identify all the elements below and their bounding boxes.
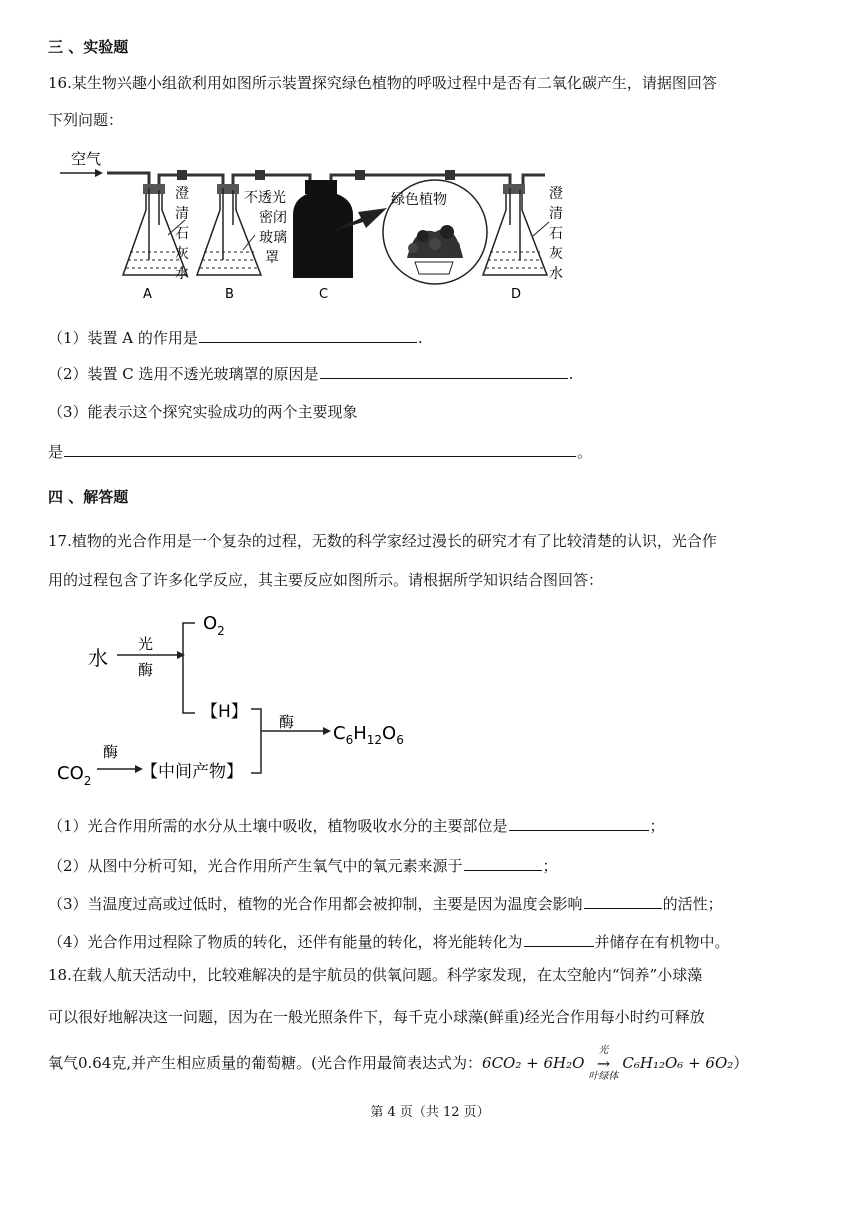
answer-blank-q16-3[interactable] [64, 442, 576, 457]
q16-sub3-answer: 是 。 [48, 443, 593, 461]
svg-text:灰: 灰 [175, 246, 189, 262]
green-plant-illustration [383, 180, 487, 284]
answer-blank-q17-1[interactable] [509, 816, 649, 831]
label-c: C [319, 287, 329, 302]
q17-sub4: （4）光合作用过程除了物质的转化，还伴有能量的转化，将光能转化为 并储存在有机物中。 [48, 933, 730, 951]
svg-text:水: 水 [175, 266, 189, 282]
glucose-label: $C_6H_{12}O_6$ [333, 723, 404, 747]
svg-text:水: 水 [549, 266, 563, 282]
svg-text:清: 清 [175, 206, 189, 222]
label-d: D [511, 287, 522, 302]
lime-water-label-d [549, 186, 563, 282]
svg-text:石: 石 [175, 226, 189, 242]
svg-text:澄: 澄 [175, 186, 189, 202]
answer-blank-q16-2[interactable] [320, 364, 568, 379]
svg-text:罩: 罩 [265, 250, 279, 266]
enzyme-label-2: 酶 [279, 713, 295, 731]
svg-text:不透光: 不透光 [244, 190, 286, 206]
q16-apparatus-figure [55, 140, 595, 305]
q17-sub2: （2）从图中分析可知，光合作用所产生氧气中的氧元素来源于 ； [48, 857, 558, 875]
q17-sub1: （1）光合作用所需的水分从土壤中吸收，植物吸收水分的主要部位是 ； [48, 817, 665, 835]
q18-line2: 可以很好地解决这一问题，因为在一般光照条件下，每千克小球藻(鲜重)经光合作用每小时约可释放 [48, 1008, 705, 1026]
svg-text:灰: 灰 [549, 246, 563, 262]
q17-stem-line2: 用的过程包含了许多化学反应，其主要反应如图所示。请根据所学知识结合图回答： [48, 571, 604, 589]
formula-products: C₆H₁₂O₆ + 6O₂ [622, 1054, 734, 1072]
q16-sub2: （2）装置 C 选用不透光玻璃罩的原因是 . [48, 365, 574, 383]
h-label: 【H】 [201, 702, 248, 722]
q16-sub3: （3）能表示这个探究实验成功的两个主要现象 [48, 403, 358, 421]
q16-stem-line2: 下列问题： [48, 111, 124, 129]
section-title-experiment: 三 、实验题 [48, 38, 129, 56]
air-label: 空气 [71, 150, 102, 168]
label-a: A [143, 287, 152, 302]
intermediate-label: 【中间产物】 [141, 762, 243, 782]
svg-text:石: 石 [549, 226, 563, 242]
enzyme-label-1: 酶 [138, 661, 154, 679]
answer-blank-q17-4[interactable] [524, 932, 594, 947]
page-footer: 第 4 页（共 12 页） [370, 1105, 490, 1120]
svg-text:密闭: 密闭 [259, 210, 287, 226]
answer-blank-q17-2[interactable] [464, 856, 542, 871]
svg-text:清: 清 [549, 206, 563, 222]
q18-line3: 氧气0.64克,并产生相应质量的葡萄糖。(光合作用最简表达式为：6CO₂ + 6H₂O 光 → 叶绿体 C₆H₁₂O₆ + 6O₂） [48, 1045, 749, 1082]
svg-text:玻璃: 玻璃 [259, 230, 287, 246]
flask-d [483, 184, 547, 275]
o2-label: $O_2$ [203, 613, 225, 638]
answer-blank-q17-3[interactable] [584, 894, 662, 909]
answer-blank-q16-1[interactable] [199, 328, 417, 343]
enzyme-label-3: 酶 [103, 743, 119, 761]
bell-jar-c [293, 180, 353, 278]
formula-arrow: 光 → 叶绿体 [588, 1045, 619, 1082]
co2-label: $CO_2$ [57, 763, 92, 785]
q16-sub1: （1）装置 A 的作用是 . [48, 329, 423, 347]
lime-water-label-a [175, 186, 189, 282]
svg-text:绿色植物: 绿色植物 [391, 192, 447, 208]
q18-line1: 18.在载人航天活动中，比较难解决的是宇航员的供氧问题。科学家发现，在太空舱内“饲养”小球藻 [48, 966, 703, 984]
water-label: 水 [88, 646, 108, 670]
label-b: B [225, 287, 234, 302]
light-label: 光 [138, 635, 154, 653]
section-title-answer: 四 、解答题 [48, 488, 129, 506]
q17-stem-line1: 17.植物的光合作用是一个复杂的过程，无数的科学家经过漫长的研究才有了比较清楚的认识，光合作 [48, 532, 717, 550]
svg-text:澄: 澄 [549, 186, 563, 202]
q16-stem-line1: 16.某生物兴趣小组欲利用如图所示装置探究绿色植物的呼吸过程中是否有二氧化碳产生，请据图回答 [48, 74, 717, 92]
q17-sub3: （3）当温度过高或过低时，植物的光合作用都会被抑制，主要是因为温度会影响 的活性； [48, 895, 723, 913]
photosynthesis-diagram [55, 605, 435, 785]
formula-reactants: 6CO₂ + 6H₂O [482, 1054, 585, 1072]
